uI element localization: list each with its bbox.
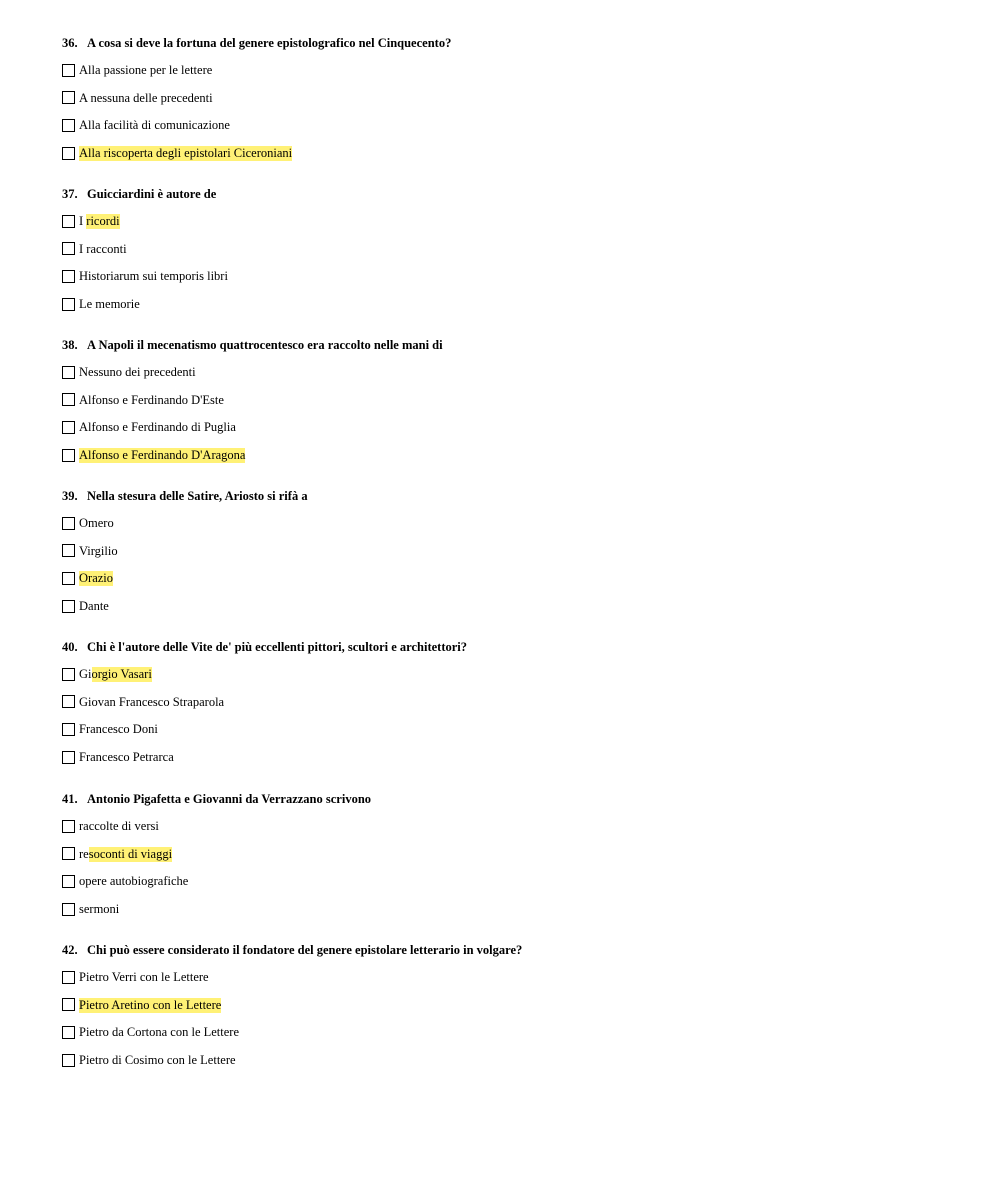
checkbox[interactable]	[62, 723, 75, 736]
checkbox[interactable]	[62, 64, 75, 77]
option-text: Pietro Verri con le Lettere	[79, 970, 209, 984]
option-label	[79, 447, 245, 463]
checkbox[interactable]	[62, 695, 75, 708]
option[interactable]	[62, 447, 962, 463]
checkbox[interactable]	[62, 119, 75, 132]
checkbox[interactable]	[62, 298, 75, 311]
checkbox[interactable]	[62, 903, 75, 916]
question-38	[62, 337, 962, 463]
question-title	[62, 791, 962, 807]
highlighted-text: soconti di viaggi	[88, 846, 173, 861]
checkbox[interactable]	[62, 242, 75, 255]
option-label	[79, 694, 224, 710]
option-text: re	[79, 846, 89, 861]
checkbox[interactable]	[62, 366, 75, 379]
option-label	[79, 241, 127, 257]
question-number: 39.	[62, 489, 78, 503]
question-title	[62, 488, 962, 504]
question-number: 40.	[62, 640, 78, 654]
option-label	[79, 666, 152, 682]
question-text: Chi può essere considerato il fondatore del genere epistolare letterario in volgare?	[87, 943, 523, 957]
question-number: 38.	[62, 338, 78, 352]
option-text: Alla passione per le lettere	[79, 63, 213, 77]
option-label	[79, 392, 224, 408]
option-label	[79, 268, 228, 284]
option-text: Le memorie	[79, 297, 140, 312]
option-text: Dante	[79, 599, 109, 614]
option[interactable]	[62, 419, 962, 435]
option-label	[79, 515, 114, 531]
option[interactable]	[62, 241, 962, 257]
option-label	[79, 846, 172, 862]
option[interactable]	[62, 543, 962, 559]
question-41	[62, 791, 962, 917]
checkbox[interactable]	[62, 215, 75, 228]
checkbox[interactable]	[62, 971, 75, 984]
option-label	[79, 145, 292, 161]
option-label	[79, 570, 113, 586]
option-text: Alla facilità di comunicazione	[79, 118, 230, 133]
option[interactable]	[62, 392, 962, 408]
question-title	[62, 337, 962, 353]
option-label	[79, 1024, 239, 1040]
question-text: A cosa si deve la fortuna del genere epistolografico nel Cinquecento?	[87, 36, 452, 50]
option-label	[79, 117, 230, 133]
question-number: 37.	[62, 187, 78, 201]
option-label	[79, 969, 209, 985]
checkbox[interactable]	[62, 1054, 75, 1067]
option-label	[79, 296, 140, 312]
highlighted-text: Alfonso e Ferdinando D'Aragona	[79, 448, 246, 463]
option[interactable]	[62, 62, 962, 78]
option-text: Historiarum sui temporis libri	[79, 269, 228, 284]
highlighted-text: orgio Vasari	[91, 667, 152, 681]
option-label	[79, 901, 119, 917]
option-label	[79, 749, 174, 765]
option-text: Alfonso e Ferdinando di Puglia	[79, 420, 236, 435]
question-39	[62, 488, 962, 614]
option[interactable]	[62, 818, 962, 834]
question-40	[62, 639, 962, 765]
option-label	[79, 62, 212, 78]
option[interactable]	[62, 145, 962, 161]
highlighted-text: Pietro Aretino con le Lettere	[79, 997, 222, 1012]
option-text: Pietro di Cosimo con le Lettere	[79, 1053, 236, 1068]
option-text: I racconti	[79, 241, 127, 256]
option[interactable]	[62, 873, 962, 889]
question-text: Guicciardini è autore de	[87, 187, 217, 201]
option[interactable]	[62, 1052, 962, 1068]
checkbox[interactable]	[62, 875, 75, 888]
option[interactable]	[62, 117, 962, 133]
question-number: 41.	[62, 792, 78, 806]
option-label	[79, 364, 196, 380]
option-label	[79, 419, 236, 435]
option-text: Virgilio	[79, 543, 118, 558]
checkbox[interactable]	[62, 449, 75, 462]
option[interactable]	[62, 666, 962, 682]
checkbox[interactable]	[62, 517, 75, 530]
option-label	[79, 543, 118, 559]
option-label	[79, 1052, 236, 1068]
option[interactable]	[62, 570, 962, 586]
option-text: Francesco Petrarca	[79, 750, 174, 765]
checkbox[interactable]	[62, 820, 75, 833]
option-label	[79, 721, 158, 737]
highlighted-text: ricordi	[86, 214, 120, 228]
option[interactable]	[62, 515, 962, 531]
option[interactable]	[62, 268, 962, 284]
option[interactable]	[62, 1024, 962, 1040]
option-label	[79, 997, 221, 1013]
option-label	[79, 90, 213, 106]
option-text: Omero	[79, 516, 114, 530]
option[interactable]	[62, 721, 962, 737]
question-37	[62, 186, 962, 312]
question-number: 36.	[62, 36, 78, 50]
option-text: Francesco Doni	[79, 722, 158, 737]
option[interactable]	[62, 969, 962, 985]
option[interactable]	[62, 997, 962, 1013]
option-label	[79, 873, 188, 889]
option-label	[79, 818, 159, 834]
option-text: opere autobiografiche	[79, 874, 189, 889]
highlighted-text: Alla riscoperta degli epistolari Ciceroniani	[79, 146, 293, 161]
question-title	[62, 942, 962, 958]
option[interactable]	[62, 296, 962, 312]
checkbox[interactable]	[62, 668, 75, 681]
question-36	[62, 35, 962, 161]
checkbox[interactable]	[62, 91, 75, 104]
option-text: Giovan Francesco Straparola	[79, 694, 225, 709]
option[interactable]	[62, 364, 962, 380]
checkbox[interactable]	[62, 572, 75, 585]
question-42	[62, 942, 962, 1068]
question-text: A Napoli il mecenatismo quattrocentesco era raccolto nelle mani di	[87, 338, 443, 352]
checkbox[interactable]	[62, 147, 75, 160]
option[interactable]	[62, 90, 962, 106]
checkbox[interactable]	[62, 393, 75, 406]
option[interactable]	[62, 213, 962, 229]
option-text: Pietro da Cortona con le Lettere	[79, 1025, 240, 1040]
option[interactable]	[62, 598, 962, 614]
checkbox[interactable]	[62, 1026, 75, 1039]
checkbox[interactable]	[62, 544, 75, 557]
checkbox[interactable]	[62, 270, 75, 283]
question-text: Nella stesura delle Satire, Ariosto si rifà a	[87, 489, 308, 503]
option-text: Alfonso e Ferdinando D'Este	[79, 392, 224, 407]
question-title	[62, 186, 962, 202]
option-text: raccolte di versi	[79, 819, 159, 833]
question-text: Antonio Pigafetta e Giovanni da Verrazzano scrivono	[87, 792, 372, 806]
option[interactable]	[62, 901, 962, 917]
option[interactable]	[62, 694, 962, 710]
option[interactable]	[62, 749, 962, 765]
option-text: Nessuno dei precedenti	[79, 365, 196, 379]
checkbox[interactable]	[62, 421, 75, 434]
checkbox[interactable]	[62, 600, 75, 613]
option-text: sermoni	[79, 902, 120, 917]
checkbox[interactable]	[62, 751, 75, 764]
option-text: Gi	[79, 667, 92, 681]
question-title	[62, 639, 962, 655]
option-label	[79, 598, 109, 614]
highlighted-text: Orazio	[79, 571, 114, 586]
option-text: I	[79, 214, 87, 228]
option-label	[79, 213, 120, 229]
checkbox[interactable]	[62, 847, 75, 860]
question-number: 42.	[62, 943, 78, 957]
option[interactable]	[62, 846, 962, 862]
question-title	[62, 35, 962, 51]
question-text: Chi è l'autore delle Vite de' più eccellenti pittori, scultori e architettori?	[87, 640, 468, 654]
checkbox[interactable]	[62, 998, 75, 1011]
option-text: A nessuna delle precedenti	[79, 90, 213, 105]
